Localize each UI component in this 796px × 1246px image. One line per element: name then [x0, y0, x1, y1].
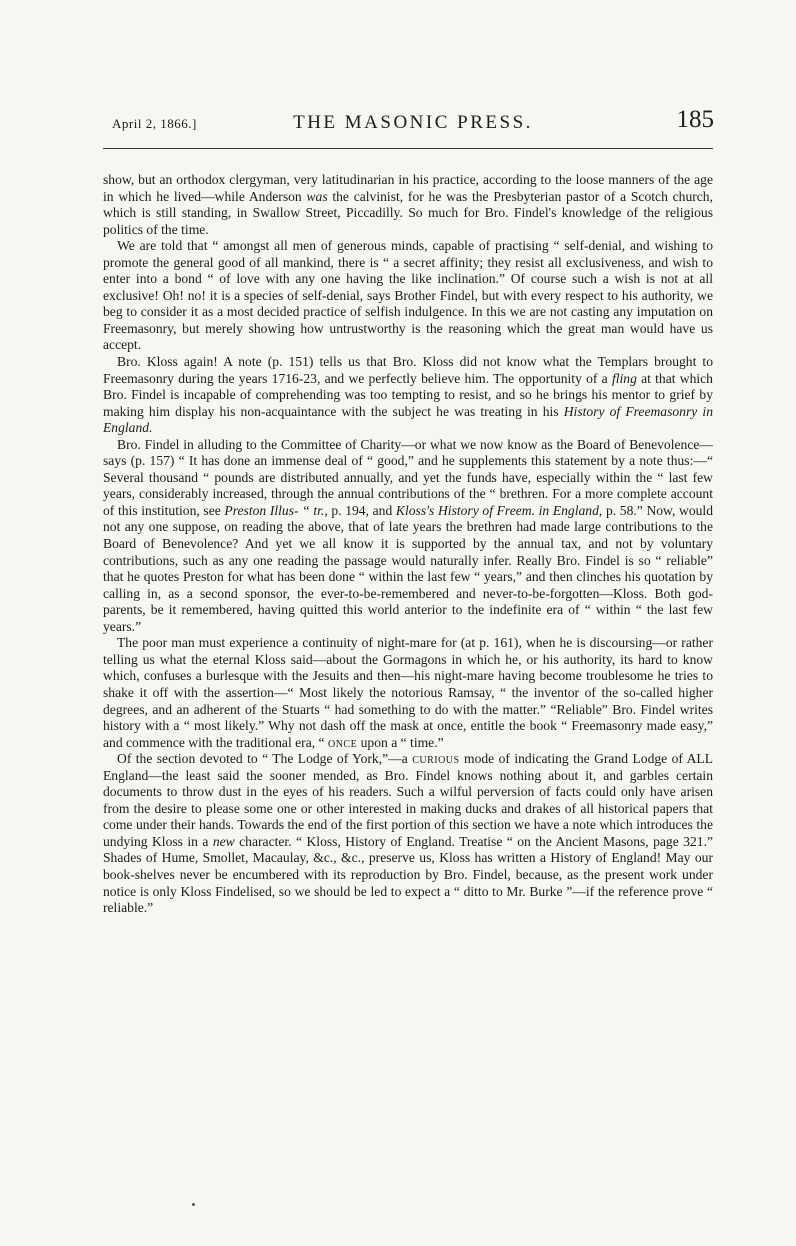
paragraph-text: The poor man must experience a continuity of night-mare for (at p. 161), when he is discoursing—or rather telling us what the eternal Kloss said—about the Gormagons in which he, or his authority, its hard to know which, confuses a burlesque with the Jesuits and then—his night-mare having become troublesome he tries to shake it off with the assertion—“ Most likely the notorious Ramsay, “ the inventor of the so-called higher degrees, and an adherent of the Stuarts “ had something to do with the matter.” “Reliable” Bro. Findel writes history with a “ most likely.” Why not dash off the mask at once, entitle the book “ Freemasonry made easy,” and commence with the traditional era, “: [103, 635, 713, 750]
running-header: [112, 106, 714, 142]
italic-text: History of Freemasonry in England.: [103, 403, 713, 436]
paragraph: [103, 238, 713, 354]
paragraph-text: at that which Bro. Findel is incapable of comprehending was too tempting to resist, and so he brings his mentor to grief by making him display his non-acquaintance with the subject he was treating in his: [103, 370, 713, 419]
paragraph-text: We are told that “ amongst all men of generous minds, capable of practising “ self-denial, and wishing to promote the general good of all mankind, there is “ a secret affinity; they resist all exclusiveness, and wish to enter into a bond “ of love with any one having the like inclination.” Of course such a wish is not at all exclusive! Oh! no! it is a species of self-denial, says Brother Findel, but with every respect to his authority, we beg to consider it as a most decided practice of selfish indulgence. In this we are not casting any imputation on Freemasonry, but merely showing how untrustworthy is the reasoning which the great man would have us accept.: [103, 238, 713, 353]
article-body: [103, 172, 713, 917]
header-rule: [103, 148, 713, 149]
paragraph-text: Of the section devoted to “ The Lodge of York,”—a: [117, 751, 413, 767]
paragraph-text: , p. 58.” Now, would not any one suppose, on reading the above, that of late years the brethren had made large contributions to the Board of Benevolence? And yet we all know it is supported by the annual tax, and not by voluntary contributions, such as any one reading the passage would naturally infer. Really Bro. Findel is so “ reliable” that he quotes Preston for what has been done “ within the last few “ years,” and then clinches his quotation by calling in, as a second sponsor, the ever-to-be-remembered and never-to-be-forgotten—Kloss. Both god-parents, be it remembered, having quitted this world anterior to the indefinite era of “ within “ the last few years.”: [103, 502, 714, 634]
paragraph-text: , p. 194, and: [324, 502, 396, 518]
paragraph: [103, 172, 713, 238]
page-mark: [192, 1203, 195, 1206]
paragraph: [103, 437, 713, 636]
paragraph-text: upon a “ time.”: [357, 734, 444, 750]
issue-date: April 2, 1866.]: [112, 116, 197, 131]
italic-text: new: [212, 833, 235, 849]
paragraph: [103, 635, 713, 751]
paragraph-text: character. “ Kloss, History of England. Treatise “ on the Ancient Masons, page 321.” Shades of Hume, Smollet, Macaulay, &c., &c., preserve us, Kloss has written a History of England! May our book-shelves never be encumbered with its reproduction by Bro. Findel, because, as the present work under notice is only Kloss Findelised, so we should be led to expect a “ ditto to Mr. Burke ”—if the reference prove “ reliable.”: [103, 833, 713, 916]
paragraph-text: show, but an orthodox clergyman, very latitudinarian in his practice, according to the loose manners of the age in which he lived—while Anderson: [103, 172, 713, 204]
paragraph-text: the calvinist, for he was the Presbyterian pastor of a Scotch church, which is still standing, in Swallow Street, Piccadilly. So much for Bro. Findel's knowledge of the religious politics of the time.: [103, 188, 713, 237]
page-number: 185: [676, 106, 714, 133]
small-caps-text: once: [327, 734, 358, 750]
small-caps-text: curious: [412, 751, 460, 767]
paragraph-text: Bro. Kloss again! A note (p. 151) tells us that Bro. Kloss did not know what the Templars brought to Freemasonry during the years 1716-23, and we perfectly believe him. The opportunity of a: [103, 354, 713, 386]
italic-text: was: [306, 188, 328, 204]
paragraph: [103, 354, 713, 437]
paragraph-text: Bro. Findel in alluding to the Committee of Charity—or what we now know as the Board of Benevolence—says (p. 157) “ It has done an immense deal of “ good,” and he supplements this statement by a note thus:—“ Several thousand “ pounds are distributed annually, and yet the funds have, especially within the “ last few years, considerably increased, through the annual contributions of the “ brethren. For a more complete account of this institution, see: [103, 436, 713, 518]
publication-title: THE MASONIC PRESS.: [293, 112, 533, 133]
italic-text: Preston Illus- “ tr.: [224, 502, 325, 518]
paragraph-text: mode of indicating the Grand Lodge of ALL England—the least said the sooner mended, as Bro. Findel knows nothing about it, and garbles certain documents to throw dust in the eyes of his readers. Such a wilful perversion of facts could only have arisen from the desire to please some one or other interested in making ducks and drakes of all historical papers that come under their hands. Towards the end of the first portion of this section we have a note which introduces the undying Kloss in a: [103, 751, 713, 849]
paragraph: [103, 751, 713, 916]
italic-text: Kloss's History of Freem. in England: [395, 502, 599, 518]
italic-text: fling: [611, 370, 637, 386]
